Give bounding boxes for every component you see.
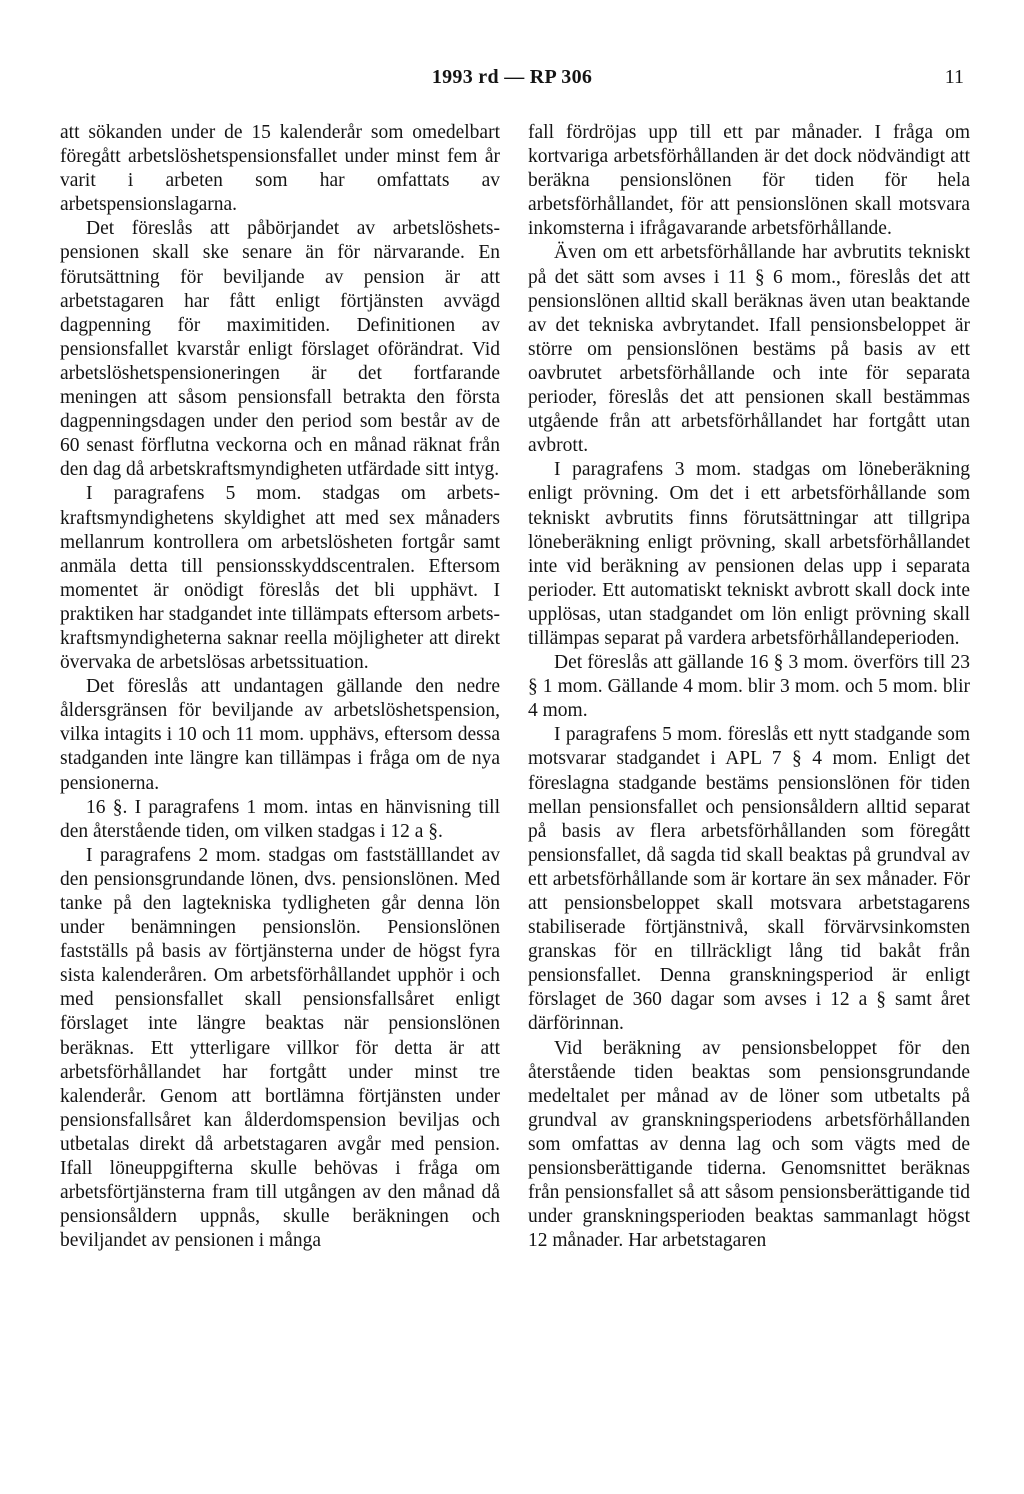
page-header bbox=[0, 66, 1024, 96]
paragraph: Det föreslås att påbörjandet av arbetslöshetspensionen skall ske senare än för närvarande. En förutsättning för beviljande av pension är att arbetstagaren har fått enligt förtjänsten avvägd dagpenning för maximitiden. Definitionen av pensionsfallet kvarstår enligt förslaget oförändrat. Vid arbetslöshetspensioneringen är det fortfarande meningen att såsom pensionsfall betrakta den första dagpenningsdagen under den period som består av de 60 senast förflutna veckorna och en månad räknat från den dag då arbetskraftsmyndigheten utfärdade sitt intyg. bbox=[60, 218, 500, 481]
paragraph: I paragrafens 3 mom. stadgas om löneberäkning enligt prövning. Om det i ett arbetsförhållande som tekniskt avbrutits finns förutsättningar att tillgripa löneberäkning enligt prövning, skall arbetsförhållandet inte vid beräkning av pensionen delas upp i separata perioder. Ett automatiskt tekniskt avbrott skall dock inte upplösas, utan stadgandet om lön enligt prövning skall tillämpas separat på vardera arbetsförhållandeperioden. bbox=[528, 459, 970, 649]
paragraph: Även om ett arbetsförhållande har avbrutits tekniskt på det sätt som avses i 11 § 6 mom., föreslås det att pensionslönen alltid skall beräknas även utan beaktande av det tekniska avbrytandet. Ifall pensionsbeloppet är större om pensionslönen bestäms på basis av ett oavbrutet arbetsförhållande och inte för separata perioder, föreslås det att pensionen skall bestämmas utgående från att arbetsförhållandet har fortgått utan avbrott. bbox=[528, 242, 970, 457]
paragraph: att sökanden under de 15 kalenderår som omedelbart föregått arbetslöshetspensionsfallet under minst fem år varit i arbeten som har omfattats av arbetspensionslagarna. bbox=[60, 122, 500, 216]
paragraph: Det föreslås att gällande 16 § 3 mom. överförs till 23 § 1 mom. Gällande 4 mom. blir 3 mom. och 5 mom. blir 4 mom. bbox=[528, 652, 970, 722]
left-column bbox=[60, 121, 500, 1253]
page-number: 11 bbox=[944, 66, 964, 88]
paragraph: I paragrafens 5 mom. stadgas om arbetskraftsmyndighetens skyldighet att med sex månaders mellanrum kontrollera om arbetslösheten fortgår samt anmäla detta till pensionsskyddscentralen. Eftersom momentet är onödigt föreslås det bli upphävt. I praktiken har stadgandet inte tillämpats eftersom arbetskraftsmyndigheterna saknar reella möjligheter att direkt övervaka de arbetslösas arbetssituation. bbox=[60, 483, 500, 674]
paragraph: I paragrafens 5 mom. föreslås ett nytt stadgande som motsvarar stadgandet i APL 7 § 4 mom. Enligt det föreslagna stadgande bestäms pensionslönen för tiden mellan pensionsfallet och pensionsåldern alltid separat på basis av flera arbetsförhållanden som föregått pensionsfallet, då sagda tid skall beaktas på grundval av ett arbetsförhållande som är kortare än sex månader. För att pensionsbeloppet skall motsvara arbetstagarens stabiliserade förtjänstnivå, skall förvärvsinkomsten granskas för en tillräckligt lång tid bakåt från pensionsfallet. Denna granskningsperiod är enligt förslaget de 360 dagar som avses i 12 a § samt året därförinnan. bbox=[528, 724, 970, 1035]
running-header-title: 1993 rd — RP 306 bbox=[431, 66, 593, 88]
paragraph: fall fördröjas upp till ett par månader. I fråga om kortvariga arbetsförhållanden är det dock nödvändigt att beräkna pensionslönen för tiden för hela arbetsförhållandet, för att pensionslönen skall motsvara inkomsterna i ifrågavarande arbetsförhållande. bbox=[528, 122, 970, 240]
paragraph: 16 §. I paragrafens 1 mom. intas en hänvisning till den återstående tiden, om vilken stadgas i 12 a §. bbox=[60, 796, 500, 842]
paragraph: Det föreslås att undantagen gällande den nedre åldersgränsen för beviljande av arbetslöshetspension, vilka intagits i 10 och 11 mom. upphävs, eftersom dessa stadganden inte längre kan tillämpas i fråga om de nya pensionerna. bbox=[60, 676, 500, 794]
paragraph: I paragrafens 2 mom. stadgas om fastställlandet av den pensionsgrundande lönen, dvs. pensionslönen. Med tanke på den lagtekniska tydligheten går denna lön under benämningen pensionslön. Pensionslönen fastställs på basis av förtjänsterna under de högst fyra sista kalenderåren. Om arbetsförhållandet upphör i och med pensionsfallet skall pensionsfallsåret enligt förslaget inte längre beaktas när pensionslönen beräknas. Ett ytterligare villkor för detta är att arbetsförhållandet har fortgått under minst tre kalenderår. Genom att bortlämna förtjänsten under pensionsfallsåret kan ålderdomspension beviljas och utbetalas direkt då arbetstagaren avgår med pension. Ifall löneuppgifterna skulle behövas i fråga om arbetsförtjänsterna fram till utgången av den månad då pensionsåldern uppnås, skulle beräkningen och beviljandet av pensionen i många bbox=[60, 844, 500, 1252]
right-column bbox=[528, 121, 970, 1253]
paragraph: Vid beräkning av pensionsbeloppet för den återstående tiden beaktas som pensionsgrundande medeltalet per månad av de löner som utbetalts på grundval av granskningsperiodens arbetsförhållanden som omfattas av denna lag och som vägts med de pensionsberättigande tiderna. Genomsnittet beräknas från pensionsfallet så att såsom pensionsberättigande tid under granskningsperioden beaktas sammanlagt högst 12 månader. Har arbetstagaren bbox=[528, 1037, 970, 1252]
